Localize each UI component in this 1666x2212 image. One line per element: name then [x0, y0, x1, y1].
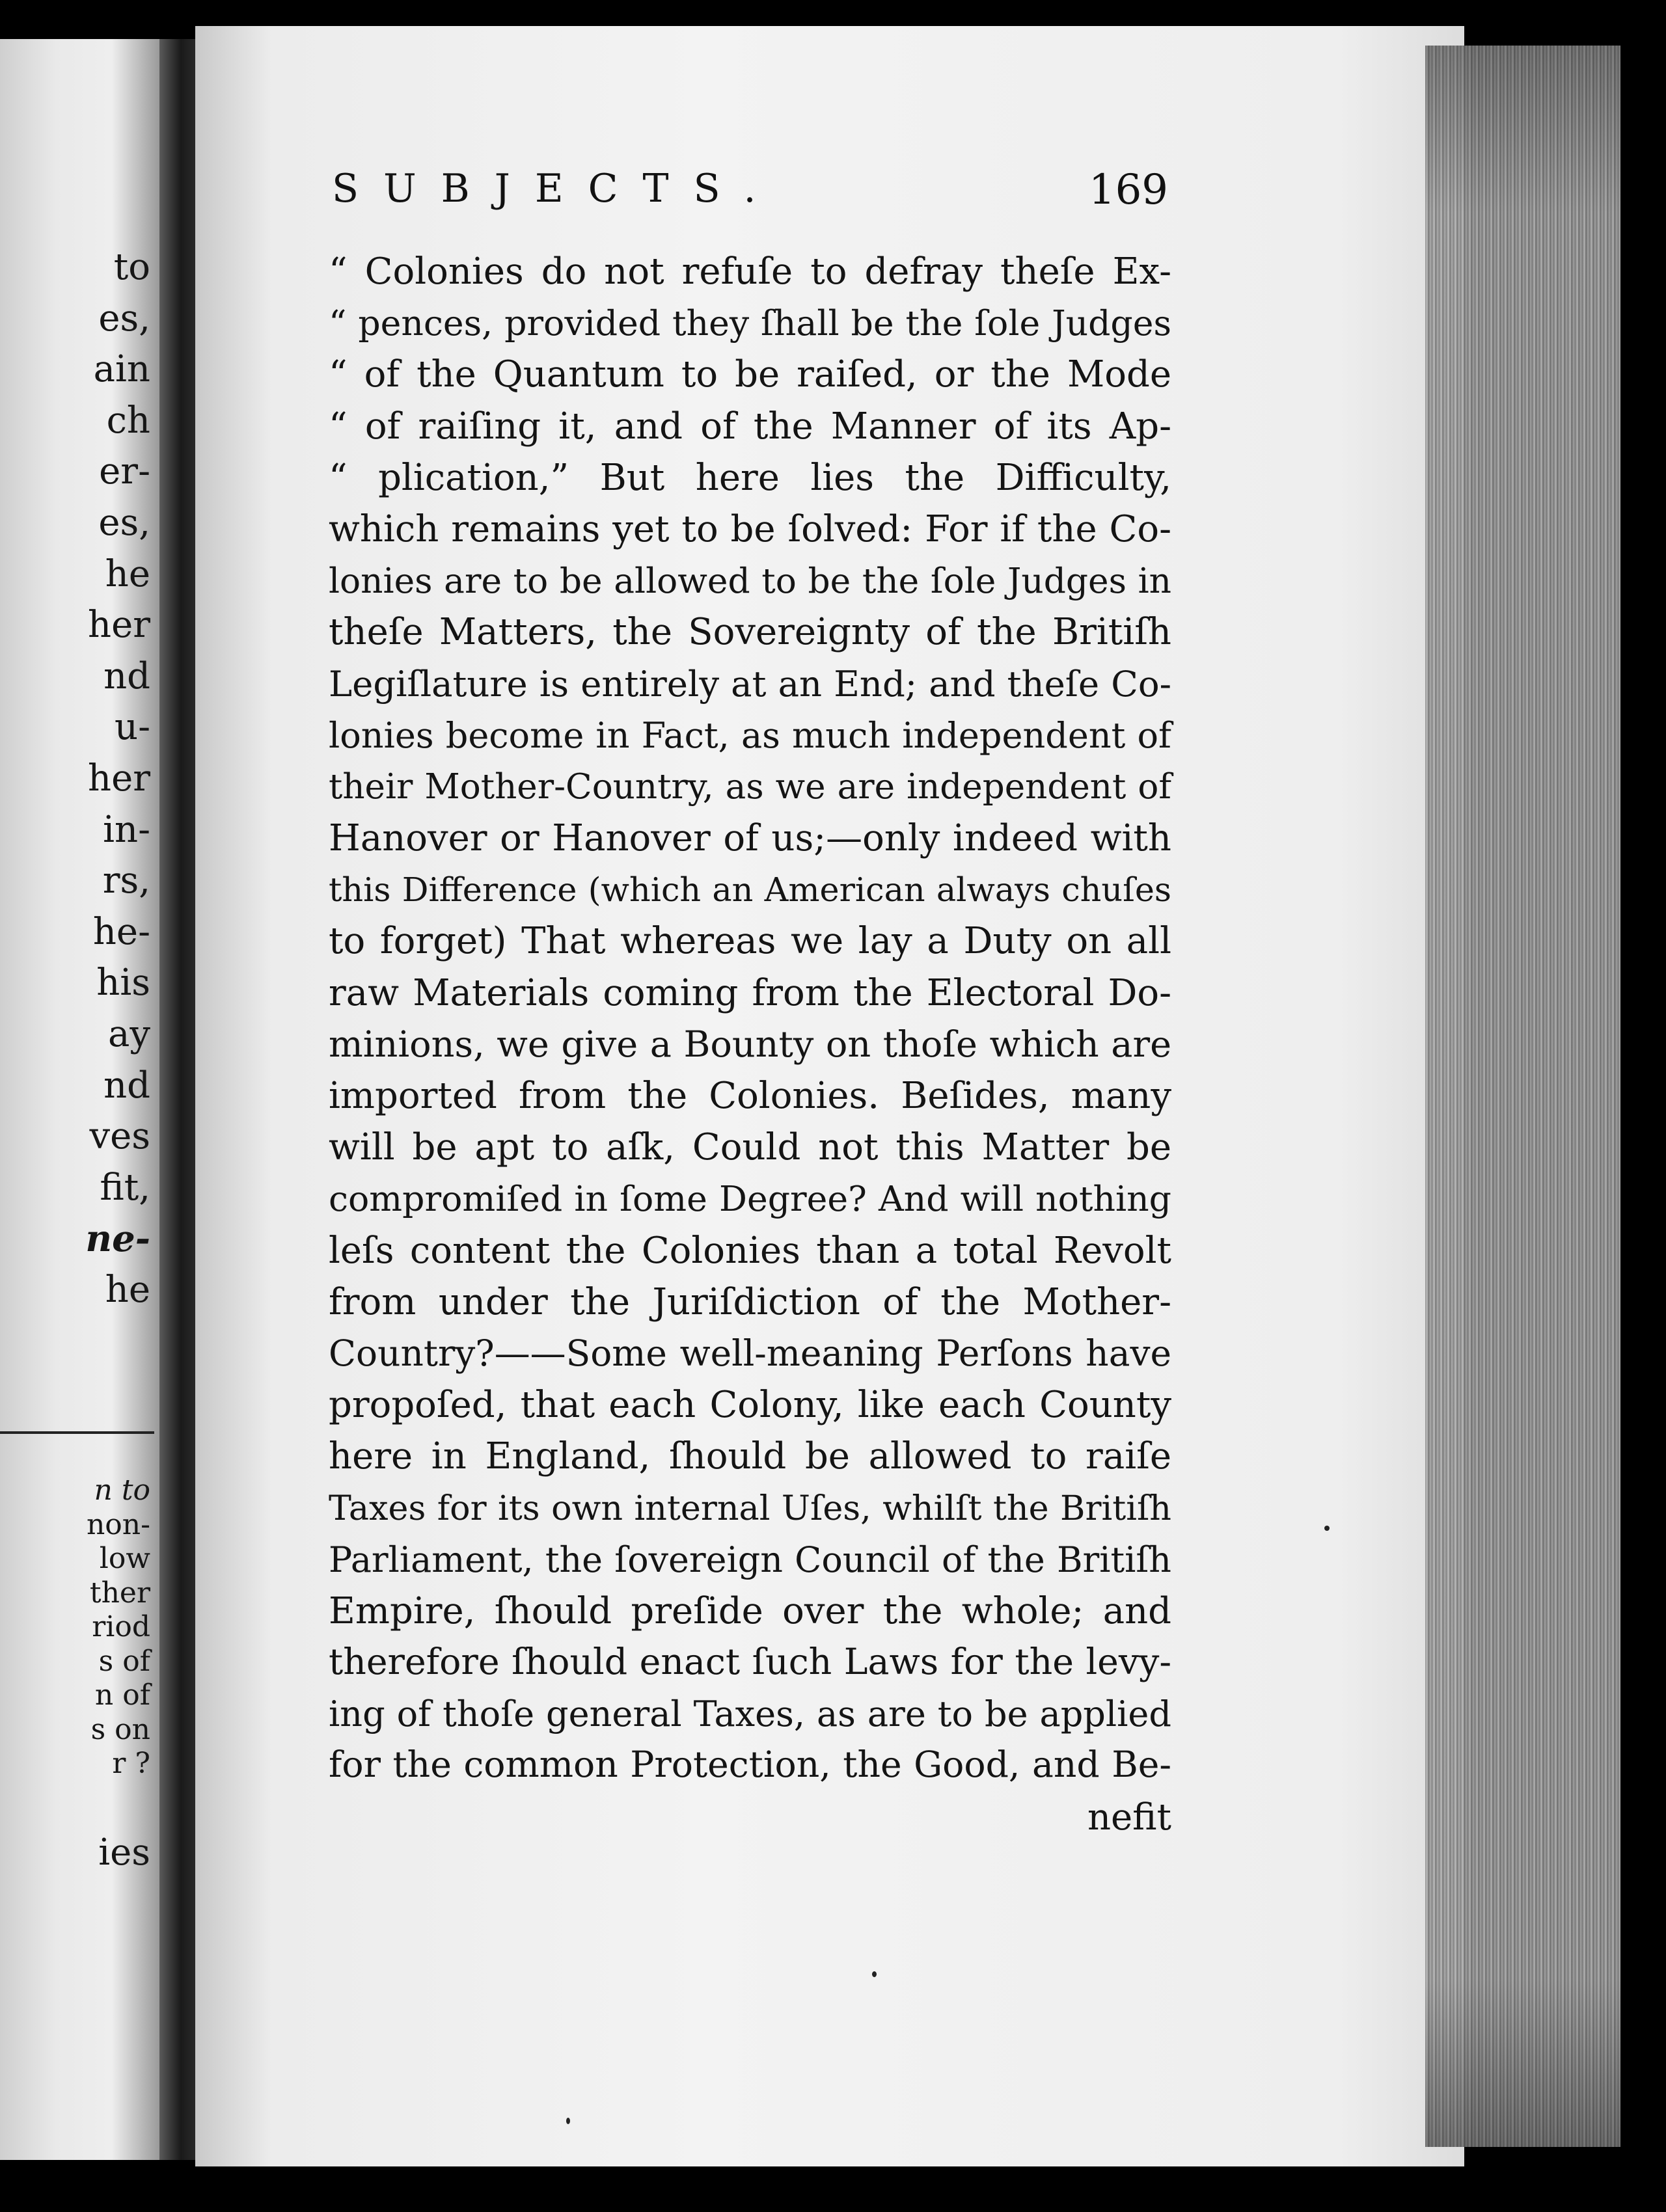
text-line: leſs content the Colonies than a total Revolt [329, 1229, 1171, 1272]
text-line: minions, we give a Bounty on thoſe which are [329, 1023, 1171, 1066]
facing-line: nd [103, 1064, 150, 1107]
facing-page-line-ends [85, 242, 150, 1315]
facing-line: u- [115, 706, 150, 749]
text-line: propoſed, that each Colony, like each County [329, 1384, 1171, 1427]
text-line: ing of thoſe general Taxes, as are to be applied [329, 1693, 1171, 1735]
facing-footnote-line: n of [94, 1679, 150, 1712]
text-line: theſe Matters, the Sovereignty of the Britiſh [329, 611, 1171, 654]
page-header [332, 166, 1168, 224]
facing-footnote-rule [0, 1431, 154, 1434]
facing-footnote-line: low [99, 1542, 150, 1575]
text-line: Taxes for its own internal Uſes, whilſt the Britiſh [329, 1488, 1171, 1528]
facing-line: nd [103, 654, 150, 697]
book-gutter [159, 39, 198, 2160]
facing-page [0, 39, 159, 2160]
facing-line: he [105, 1268, 150, 1311]
text-line: which remains yet to be ſolved: For if the Co- [329, 507, 1171, 550]
facing-footnote-line: n to [94, 1474, 150, 1507]
running-title: SUBJECTS. [332, 166, 781, 211]
facing-line: es, [98, 501, 150, 544]
text-line: “ Colonies do not refuſe to defray theſe Ex- [329, 250, 1171, 293]
facing-line: ves [89, 1115, 150, 1158]
page-number: 169 [1088, 166, 1168, 214]
ink-speck [566, 2118, 570, 2124]
text-line: Empire, ſhould preſide over the whole; and [329, 1589, 1171, 1632]
facing-line: her [88, 604, 150, 647]
text-line: to forget) That whereas we lay a Duty on all [329, 920, 1171, 963]
facing-line: ain [93, 348, 150, 391]
text-line: compromiſed in ſome Degree? And will nothing [329, 1178, 1171, 1220]
text-line: this Difference (which an American always chuſes [329, 870, 1171, 910]
text-line: Country?——Some well-meaning Perſons have [329, 1332, 1171, 1374]
text-line: “ plication,” But here lies the Difficulty, [329, 456, 1171, 499]
facing-line: his [96, 962, 150, 1005]
facing-footnote-line: s on [90, 1712, 150, 1746]
facing-line: he- [92, 910, 150, 953]
facing-line: ne- [85, 1217, 150, 1261]
text-line: will be apt to aſk, Could not this Matter be [329, 1126, 1171, 1169]
facing-line: fit, [100, 1166, 150, 1209]
facing-footnote-line-ends [87, 1474, 150, 1781]
ink-speck [872, 1971, 877, 1977]
facing-line: ay [107, 1012, 150, 1055]
facing-line: he [105, 552, 150, 595]
text-line: therefore ſhould enact ſuch Laws for the levy- [329, 1641, 1171, 1684]
facing-line: her [88, 757, 150, 800]
text-line: “ pences, provided they ſhall be the ſole Judges [329, 303, 1171, 344]
text-line: for the common Protection, the Good, and Be- [329, 1744, 1171, 1787]
text-line: lonies are to be allowed to be the ſole Judges in [329, 560, 1171, 602]
facing-footnote-line: r ? [112, 1747, 150, 1780]
facing-line: er- [99, 450, 150, 493]
text-line: from under the Juriſdiction of the Mother- [329, 1280, 1171, 1323]
ink-speck [1324, 1526, 1330, 1531]
facing-line: in- [103, 808, 150, 851]
text-line: Parliament, the ſovereign Council of the Britiſh [329, 1539, 1171, 1580]
facing-footnote-line: riod [92, 1610, 150, 1643]
facing-line: ch [106, 399, 150, 442]
text-line: “ of raiſing it, and of the Manner of its Ap- [329, 405, 1171, 448]
text-line: Legiſlature is entirely at an End; and theſe Co- [329, 662, 1171, 705]
facing-footnote-line: s of [98, 1644, 150, 1678]
catchword: nefit [1087, 1796, 1171, 1839]
text-line: their Mother-Country, as we are independent of [329, 766, 1171, 807]
facing-line: to [113, 246, 150, 288]
text-line: raw Materials coming from the Electoral Do- [329, 971, 1171, 1014]
text-line: imported from the Colonies. Beſides, many [329, 1075, 1171, 1117]
page-edges-shade [1425, 46, 1620, 2147]
facing-line: rs, [102, 859, 150, 902]
facing-footnote-line: non- [86, 1507, 150, 1541]
text-line: here in England, ſhould be allowed to raiſe [329, 1435, 1171, 1478]
text-line: Hanover or Hanover of us;—only indeed with [329, 817, 1171, 860]
facing-line: es, [98, 297, 150, 340]
facing-footnote-line: ther [89, 1576, 150, 1610]
text-line: “ of the Quantum to be raiſed, or the Mode [329, 353, 1171, 396]
text-line: lonies become in Fact, as much independent of [329, 714, 1171, 756]
page-body [329, 246, 1171, 1843]
facing-bottom-fragment: ies [98, 1831, 150, 1874]
